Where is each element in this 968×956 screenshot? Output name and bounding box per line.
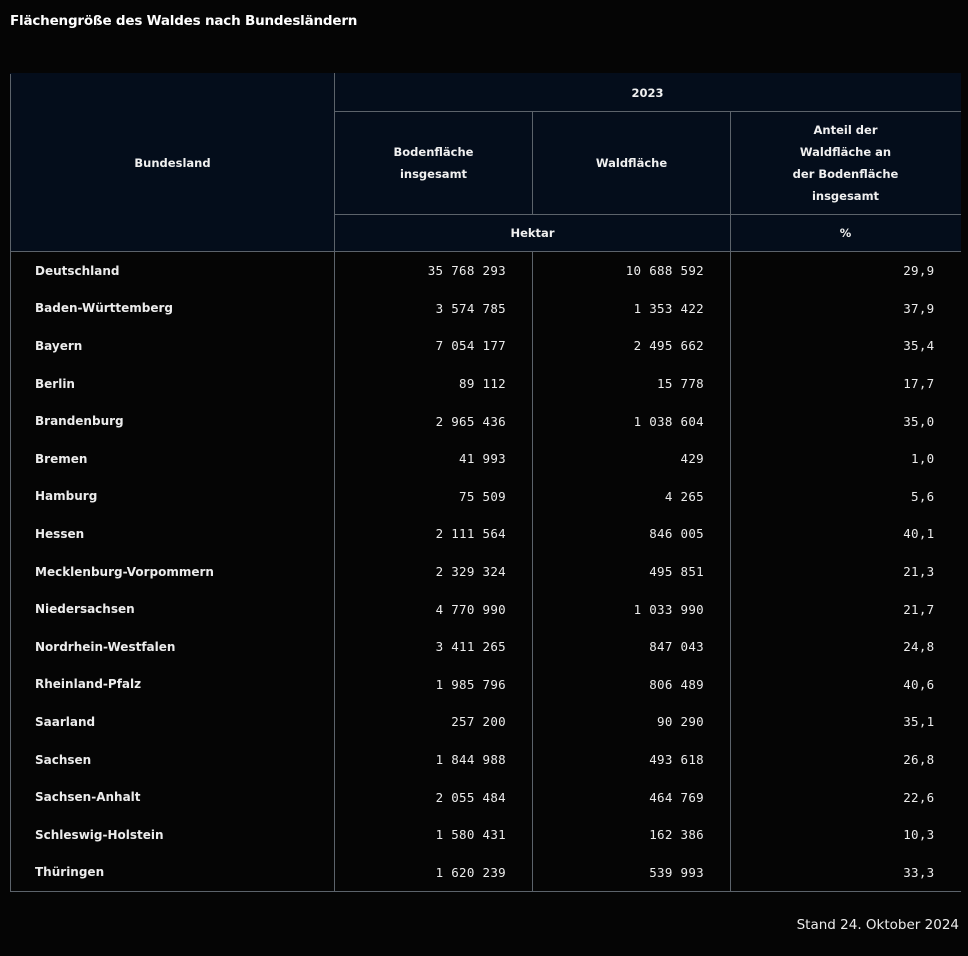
cell-anteil: 21,7 xyxy=(731,590,961,628)
cell-waldflaeche: 847 043 xyxy=(533,628,731,666)
table-row xyxy=(11,365,961,403)
table-row xyxy=(11,741,961,779)
cell-bundesland: Bremen xyxy=(11,440,335,478)
cell-anteil: 40,6 xyxy=(731,666,961,704)
header-bodenflaeche xyxy=(335,112,533,215)
cell-bundesland: Thüringen xyxy=(11,854,335,892)
forest-area-table xyxy=(10,73,961,892)
cell-waldflaeche: 806 489 xyxy=(533,666,731,704)
cell-anteil: 33,3 xyxy=(731,854,961,892)
cell-waldflaeche: 90 290 xyxy=(533,703,731,741)
cell-waldflaeche: 1 353 422 xyxy=(533,290,731,328)
cell-waldflaeche: 1 038 604 xyxy=(533,402,731,440)
cell-bodenflaeche: 1 844 988 xyxy=(335,741,533,779)
table-row xyxy=(11,590,961,628)
header-anteil-line3: der Bodenfläche xyxy=(792,167,899,181)
cell-bodenflaeche: 1 985 796 xyxy=(335,666,533,704)
table-body xyxy=(11,252,961,892)
cell-bodenflaeche: 1 620 239 xyxy=(335,854,533,892)
table-row xyxy=(11,854,961,892)
cell-anteil: 24,8 xyxy=(731,628,961,666)
cell-anteil: 37,9 xyxy=(731,290,961,328)
cell-bundesland: Nordrhein-Westfalen xyxy=(11,628,335,666)
table-row xyxy=(11,666,961,704)
cell-bundesland: Deutschland xyxy=(11,252,335,290)
cell-bodenflaeche: 2 329 324 xyxy=(335,553,533,591)
cell-anteil: 29,9 xyxy=(731,252,961,290)
cell-bodenflaeche: 2 111 564 xyxy=(335,515,533,553)
cell-waldflaeche: 15 778 xyxy=(533,365,731,403)
header-waldflaeche: Waldfläche xyxy=(533,112,731,215)
cell-anteil: 17,7 xyxy=(731,365,961,403)
cell-waldflaeche: 4 265 xyxy=(533,478,731,516)
cell-anteil: 35,0 xyxy=(731,402,961,440)
table-row xyxy=(11,252,961,290)
table-row xyxy=(11,816,961,854)
cell-waldflaeche: 464 769 xyxy=(533,778,731,816)
cell-bodenflaeche: 89 112 xyxy=(335,365,533,403)
cell-bodenflaeche: 257 200 xyxy=(335,703,533,741)
header-bodenflaeche-line1: Bodenfläche xyxy=(393,145,474,159)
cell-waldflaeche: 2 495 662 xyxy=(533,327,731,365)
table-row xyxy=(11,553,961,591)
table-header xyxy=(11,74,961,252)
cell-bodenflaeche: 2 055 484 xyxy=(335,778,533,816)
header-anteil-line2: Waldfläche an xyxy=(799,145,892,159)
header-bundesland: Bundesland xyxy=(11,74,335,252)
cell-bundesland: Brandenburg xyxy=(11,402,335,440)
cell-bodenflaeche: 7 054 177 xyxy=(335,327,533,365)
header-unit-percent: % xyxy=(731,215,961,252)
cell-waldflaeche: 846 005 xyxy=(533,515,731,553)
cell-bodenflaeche: 75 509 xyxy=(335,478,533,516)
cell-anteil: 35,4 xyxy=(731,327,961,365)
cell-anteil: 1,0 xyxy=(731,440,961,478)
header-anteil-line4: insgesamt xyxy=(811,189,880,203)
cell-bodenflaeche: 2 965 436 xyxy=(335,402,533,440)
table-row xyxy=(11,703,961,741)
table-row xyxy=(11,440,961,478)
cell-anteil: 22,6 xyxy=(731,778,961,816)
table-row xyxy=(11,478,961,516)
cell-waldflaeche: 429 xyxy=(533,440,731,478)
cell-bundesland: Schleswig-Holstein xyxy=(11,816,335,854)
cell-bundesland: Sachsen xyxy=(11,741,335,779)
cell-bodenflaeche: 4 770 990 xyxy=(335,590,533,628)
cell-bundesland: Hamburg xyxy=(11,478,335,516)
cell-anteil: 5,6 xyxy=(731,478,961,516)
table-row xyxy=(11,290,961,328)
cell-waldflaeche: 539 993 xyxy=(533,854,731,892)
cell-anteil: 10,3 xyxy=(731,816,961,854)
cell-anteil: 21,3 xyxy=(731,553,961,591)
cell-waldflaeche: 10 688 592 xyxy=(533,252,731,290)
cell-anteil: 40,1 xyxy=(731,515,961,553)
table-row xyxy=(11,402,961,440)
cell-anteil: 26,8 xyxy=(731,741,961,779)
footer-note: Stand 24. Oktober 2024 xyxy=(796,917,959,933)
cell-waldflaeche: 162 386 xyxy=(533,816,731,854)
cell-bodenflaeche: 3 574 785 xyxy=(335,290,533,328)
table-row xyxy=(11,628,961,666)
cell-bundesland: Bayern xyxy=(11,327,335,365)
table-row xyxy=(11,515,961,553)
cell-waldflaeche: 1 033 990 xyxy=(533,590,731,628)
cell-bundesland: Sachsen-Anhalt xyxy=(11,778,335,816)
cell-bodenflaeche: 1 580 431 xyxy=(335,816,533,854)
header-year: 2023 xyxy=(335,74,961,112)
cell-bundesland: Berlin xyxy=(11,365,335,403)
cell-bodenflaeche: 3 411 265 xyxy=(335,628,533,666)
cell-bundesland: Saarland xyxy=(11,703,335,741)
cell-bundesland: Rheinland-Pfalz xyxy=(11,666,335,704)
cell-bundesland: Baden-Württemberg xyxy=(11,290,335,328)
table-row xyxy=(11,778,961,816)
cell-waldflaeche: 493 618 xyxy=(533,741,731,779)
cell-anteil: 35,1 xyxy=(731,703,961,741)
header-anteil-line1: Anteil der xyxy=(813,123,878,137)
header-anteil xyxy=(731,112,961,215)
cell-bundesland: Mecklenburg-Vorpommern xyxy=(11,553,335,591)
header-bodenflaeche-line2: insgesamt xyxy=(399,167,468,181)
cell-bodenflaeche: 35 768 293 xyxy=(335,252,533,290)
header-unit-hektar: Hektar xyxy=(335,215,731,252)
cell-bundesland: Niedersachsen xyxy=(11,590,335,628)
table-row xyxy=(11,327,961,365)
page-title: Flächengröße des Waldes nach Bundesländern xyxy=(10,13,358,29)
cell-waldflaeche: 495 851 xyxy=(533,553,731,591)
cell-bundesland: Hessen xyxy=(11,515,335,553)
cell-bodenflaeche: 41 993 xyxy=(335,440,533,478)
